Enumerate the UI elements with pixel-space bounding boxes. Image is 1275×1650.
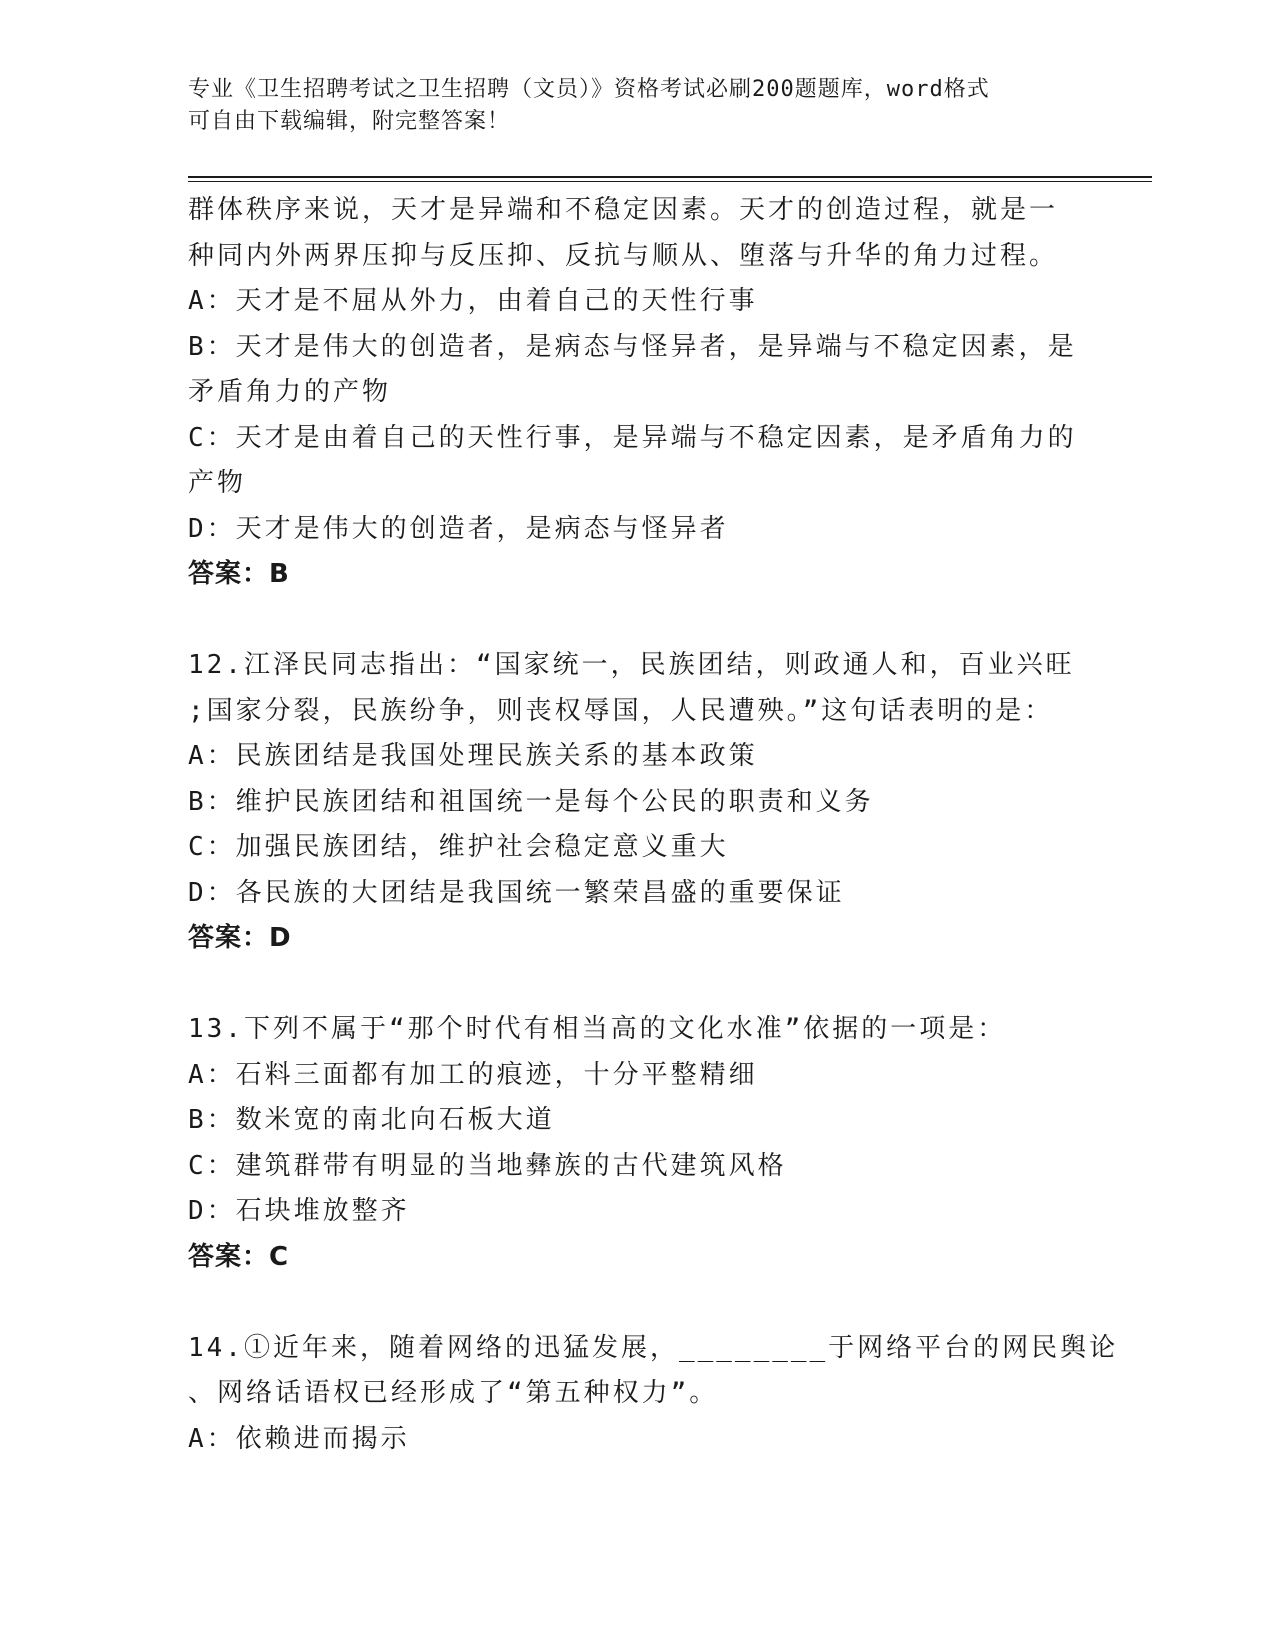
option-a: A：石料三面都有加工的痕迹，十分平整精细 [188, 1059, 758, 1090]
question-12-stem-line: ;国家分裂，民族纷争，则丧权辱国，人民遭殃。”这句话表明的是： [188, 695, 1054, 726]
option-c-continued: 产物 [188, 468, 247, 498]
option-b: B：维护民族团结和祖国统一是每个公民的职责和义务 [188, 786, 874, 817]
document-body [188, 188, 1119, 1462]
answer-label: 答案：C [188, 1241, 290, 1272]
option-c: C：加强民族团结，维护社会稳定意义重大 [188, 832, 729, 862]
option-a: A：天才是不屈从外力，由着自己的天性行事 [188, 286, 758, 316]
header-line-1: 专业《卫生招聘考试之卫生招聘（文员）》资格考试必刷200题题库，word格式 [188, 77, 990, 102]
option-a: A：民族团结是我国处理民族关系的基本政策 [188, 741, 758, 771]
option-c: C：天才是由着自己的天性行事，是异端与不稳定因素，是矛盾角力的 [188, 422, 1077, 453]
option-d: D：天才是伟大的创造者，是病态与怪异者 [188, 513, 729, 544]
option-a: A：依赖进而揭示 [188, 1423, 410, 1454]
option-b-continued: 矛盾角力的产物 [188, 377, 392, 407]
question-stem-line: 群体秩序来说，天才是异端和不稳定因素。天才的创造过程，就是一 [188, 195, 1059, 225]
spacer [188, 962, 1088, 1008]
page-header [188, 74, 1088, 138]
spacer [188, 598, 1088, 644]
option-d: D：各民族的大团结是我国统一繁荣昌盛的重要保证 [188, 877, 845, 908]
option-d: D：石块堆放整齐 [188, 1196, 410, 1226]
option-b: B：天才是伟大的创造者，是病态与怪异者，是异端与不稳定因素，是 [188, 331, 1077, 362]
question-14-stem-line: 14.①近年来，随着网络的迅猛发展，________于网络平台的网民舆论 [188, 1332, 1119, 1363]
question-12-stem-line: 12.江泽民同志指出：“国家统一，民族团结，则政通人和，百业兴旺 [188, 650, 1075, 680]
question-stem-line: 种同内外两界压抑与反压抑、反抗与顺从、堕落与升华的角力过程。 [188, 240, 1059, 271]
header-divider [188, 176, 1152, 182]
header-line-2: 可自由下载编辑，附完整答案！ [188, 109, 511, 134]
spacer [188, 1280, 1088, 1326]
answer-label: 答案：D [188, 923, 292, 953]
answer-label: 答案：B [188, 559, 290, 589]
question-14-stem-line: 、网络话语权已经形成了“第五种权力”。 [188, 1378, 719, 1408]
option-b: B：数米宽的南北向石板大道 [188, 1105, 555, 1135]
option-c: C：建筑群带有明显的当地彝族的古代建筑风格 [188, 1150, 787, 1181]
question-13-stem-line: 13.下列不属于“那个时代有相当高的文化水准”依据的一项是： [188, 1014, 1007, 1044]
